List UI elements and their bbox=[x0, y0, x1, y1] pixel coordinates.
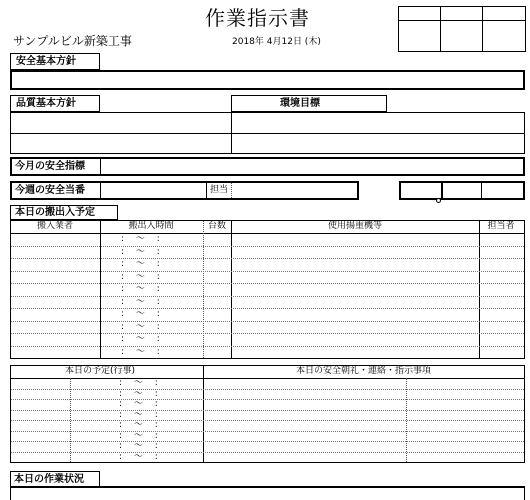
table-row[interactable] bbox=[11, 308, 524, 321]
time-range: : ～ : bbox=[121, 259, 160, 269]
delivery-table bbox=[10, 220, 525, 359]
env-goal-field-1[interactable] bbox=[232, 113, 524, 132]
delivery-row-line bbox=[11, 333, 524, 334]
delivery-row-line bbox=[11, 283, 524, 284]
delivery-title-box bbox=[10, 205, 118, 220]
schedule-row-line bbox=[11, 441, 524, 442]
time-range: : ～ : bbox=[121, 284, 160, 294]
status-title-box bbox=[10, 471, 100, 487]
duty-stamp-boxes bbox=[399, 181, 525, 200]
notes-col-header: 本日の安全朝礼・連絡・指示事項 bbox=[296, 366, 432, 376]
schedule-table bbox=[10, 365, 525, 463]
schedule-row-line bbox=[11, 399, 524, 400]
schedule-row-line bbox=[11, 420, 524, 421]
table-row[interactable] bbox=[11, 246, 524, 259]
time-range: : ～ : bbox=[119, 378, 158, 388]
time-range: : ～ : bbox=[119, 430, 158, 441]
delivery-row-line bbox=[11, 308, 524, 309]
safety-policy-label-box bbox=[10, 53, 100, 70]
weekly-duty-label: 今週の安全当番 bbox=[15, 185, 85, 196]
safety-policy-field[interactable] bbox=[10, 70, 525, 90]
table-row[interactable] bbox=[11, 410, 524, 421]
delivery-row-line bbox=[11, 246, 524, 247]
time-range: : ～ : bbox=[121, 321, 160, 332]
status-field[interactable] bbox=[10, 486, 525, 500]
time-range: : ～ : bbox=[119, 441, 158, 451]
delivery-row-line bbox=[11, 271, 524, 272]
in-charge-label: 担当 bbox=[210, 185, 229, 195]
table-row[interactable] bbox=[11, 283, 524, 296]
time-range: : ～ : bbox=[121, 296, 160, 307]
weekly-duty-field[interactable] bbox=[101, 183, 194, 198]
schedule-col-header: 本日の予定(行事) bbox=[65, 366, 136, 376]
time-range: : ～ : bbox=[119, 420, 158, 430]
table-row[interactable] bbox=[11, 321, 524, 334]
table-row[interactable] bbox=[11, 296, 524, 309]
delivery-col-header: 搬出入時間 bbox=[128, 221, 174, 231]
delivery-row-line bbox=[11, 296, 524, 297]
project-name: サンプルビル新築工事 bbox=[13, 34, 132, 48]
monthly-target-label: 今月の安全指標 bbox=[15, 161, 85, 172]
date-label: 2018年 4月12日 (木) bbox=[232, 37, 321, 47]
table-row[interactable] bbox=[11, 420, 524, 431]
table-row[interactable] bbox=[11, 389, 524, 400]
time-range: : ～ : bbox=[121, 246, 160, 257]
delivery-row-line bbox=[11, 346, 524, 347]
schedule-row-line bbox=[11, 389, 524, 390]
schedule-row-line bbox=[11, 431, 524, 432]
time-range: : ～ : bbox=[119, 388, 158, 399]
time-range: : ～ : bbox=[119, 451, 158, 462]
env-goal-label: 環境目標 bbox=[280, 98, 320, 109]
resize-handle[interactable] bbox=[436, 198, 441, 203]
table-row[interactable] bbox=[11, 441, 524, 452]
delivery-row-line bbox=[11, 258, 524, 259]
delivery-col-header: 担当者 bbox=[487, 221, 515, 231]
time-range: : ～ : bbox=[119, 399, 158, 409]
delivery-col-header: 台数 bbox=[208, 221, 227, 231]
delivery-row-line bbox=[11, 321, 524, 322]
env-goal-field-2[interactable] bbox=[232, 133, 524, 152]
table-row[interactable] bbox=[11, 346, 524, 359]
delivery-col-header: 搬入業者 bbox=[37, 221, 74, 231]
table-row[interactable] bbox=[11, 333, 524, 346]
schedule-row-line bbox=[11, 452, 524, 453]
quality-policy-field-2[interactable] bbox=[11, 133, 230, 152]
quality-policy-label-box bbox=[10, 95, 100, 112]
delivery-col-header: 使用揚重機等 bbox=[328, 221, 383, 231]
time-range: : ～ : bbox=[121, 309, 160, 319]
env-goal-label-box bbox=[231, 95, 387, 112]
time-range: : ～ : bbox=[121, 234, 160, 244]
table-row[interactable] bbox=[11, 271, 524, 284]
table-row[interactable] bbox=[11, 233, 524, 246]
table-row[interactable] bbox=[11, 399, 524, 410]
time-range: : ～ : bbox=[121, 346, 160, 357]
quality-policy-field-1[interactable] bbox=[11, 113, 230, 132]
time-range: : ～ : bbox=[121, 334, 160, 344]
schedule-row-line bbox=[11, 410, 524, 411]
time-range: : ～ : bbox=[121, 271, 160, 282]
quality-policy-label: 品質基本方針 bbox=[16, 98, 76, 109]
page-title: 作業指示書 bbox=[205, 6, 310, 30]
in-charge-field[interactable] bbox=[232, 183, 357, 198]
table-row[interactable] bbox=[11, 452, 524, 463]
table-row[interactable] bbox=[11, 431, 524, 442]
delivery-title: 本日の搬出入予定 bbox=[15, 207, 95, 218]
safety-policy-label: 安全基本方針 bbox=[16, 56, 76, 67]
approval-stamp-grid bbox=[398, 6, 526, 52]
table-row[interactable] bbox=[11, 258, 524, 271]
monthly-target-field[interactable] bbox=[101, 159, 523, 174]
status-title: 本日の作業状況 bbox=[14, 474, 84, 485]
table-row[interactable] bbox=[11, 378, 524, 389]
time-range: : ～ : bbox=[119, 409, 158, 420]
